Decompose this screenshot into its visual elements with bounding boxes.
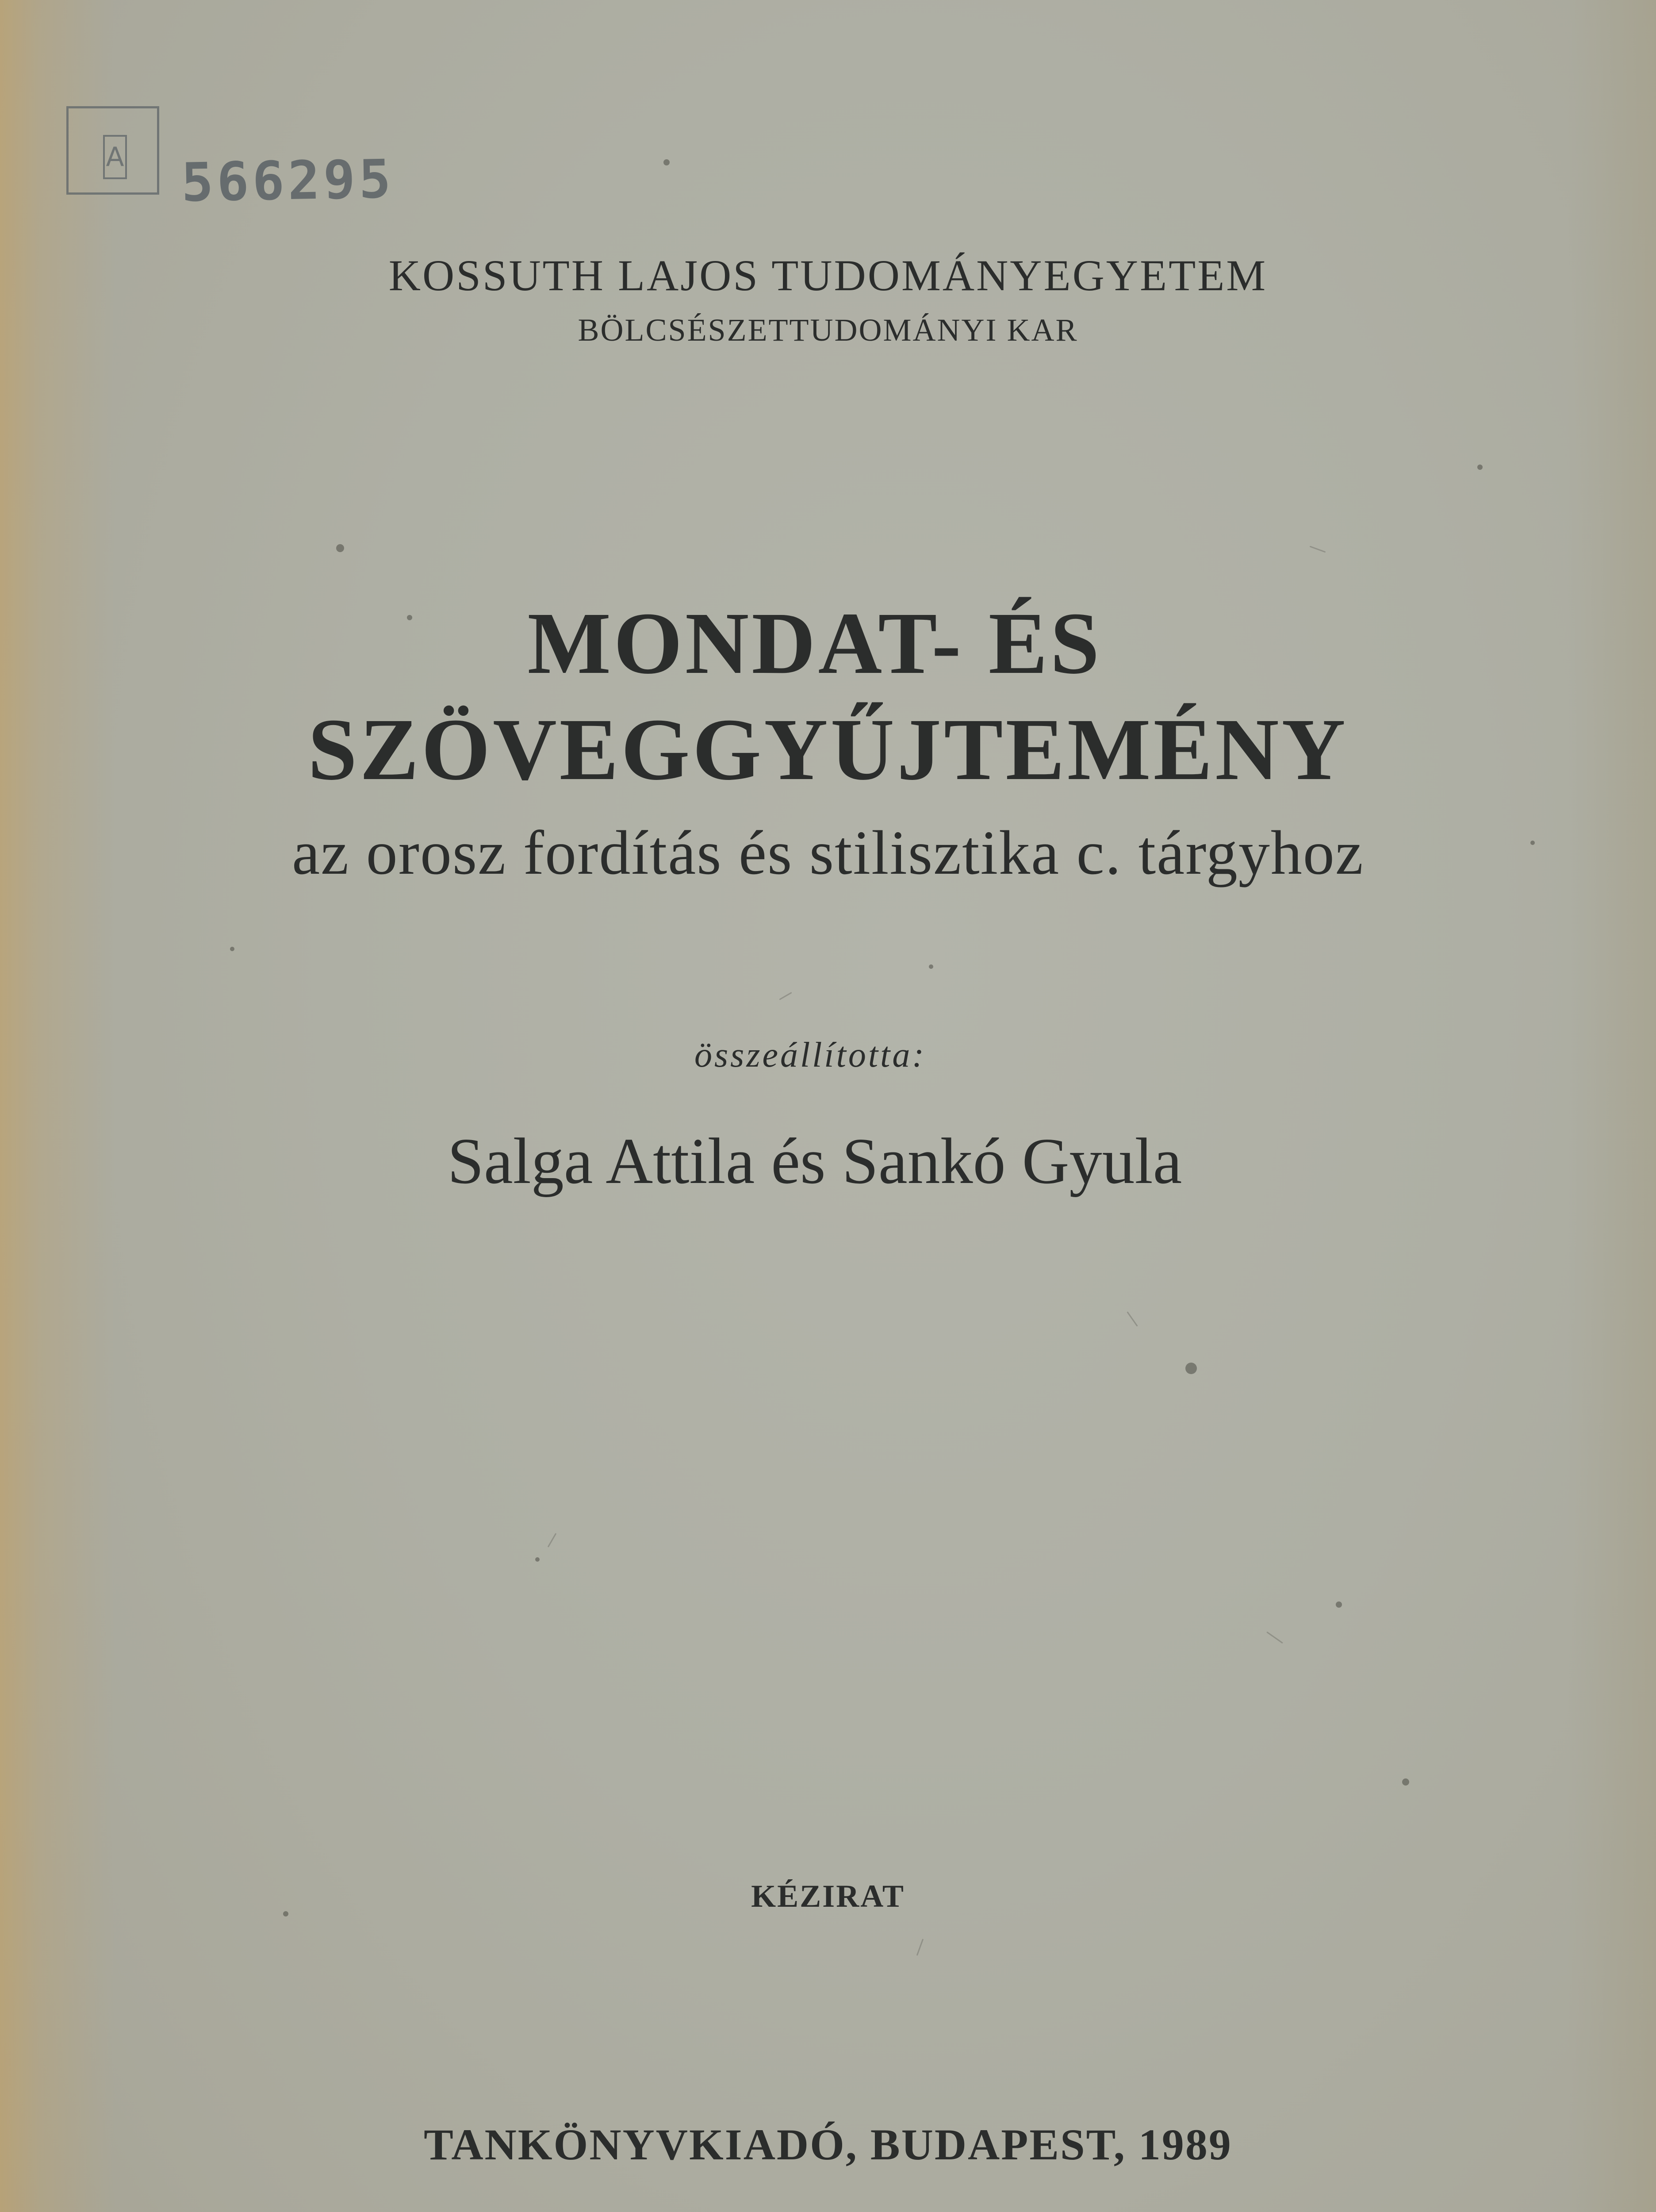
paper-fiber: [779, 992, 792, 1000]
paper-fiber: [916, 1939, 924, 1956]
library-stamp-box: [66, 106, 159, 195]
manuscript-note: KÉZIRAT: [751, 1878, 905, 1914]
paper-speck: [663, 159, 670, 165]
university-name: KOSSUTH LAJOS TUDOMÁNYEGYETEM: [388, 251, 1268, 300]
paper-speck: [230, 947, 234, 951]
paper-speck: [336, 544, 344, 552]
compiled-by-label: összeállította:: [694, 1036, 926, 1075]
paper-speck: [1185, 1363, 1197, 1374]
authors: Salga Attila és Sankó Gyula: [447, 1125, 1182, 1198]
paper-speck: [929, 964, 933, 969]
subtitle: az orosz fordítás és stilisztika c. tárgyhoz: [292, 818, 1364, 887]
paper-fiber: [548, 1533, 557, 1548]
faculty-name: BÖLCSÉSZETTUDOMÁNYI KAR: [578, 312, 1078, 348]
inventory-number: 566295: [180, 148, 395, 214]
paper-fiber: [1266, 1632, 1283, 1644]
paper-speck: [535, 1557, 540, 1562]
paper-speck: [1336, 1601, 1342, 1608]
paper-fiber: [1310, 546, 1326, 553]
paper-speck: [1477, 465, 1483, 470]
title-line-2: SZÖVEGGYŰJTEMÉNY: [308, 701, 1348, 799]
publisher-imprint: TANKÖNYVKIADÓ, BUDAPEST, 1989: [424, 2120, 1232, 2169]
stamp-letter: A: [103, 135, 127, 179]
title-line-1: MONDAT- ÉS: [527, 595, 1102, 692]
paper-fiber: [1127, 1311, 1138, 1326]
paper-speck: [1402, 1778, 1409, 1786]
